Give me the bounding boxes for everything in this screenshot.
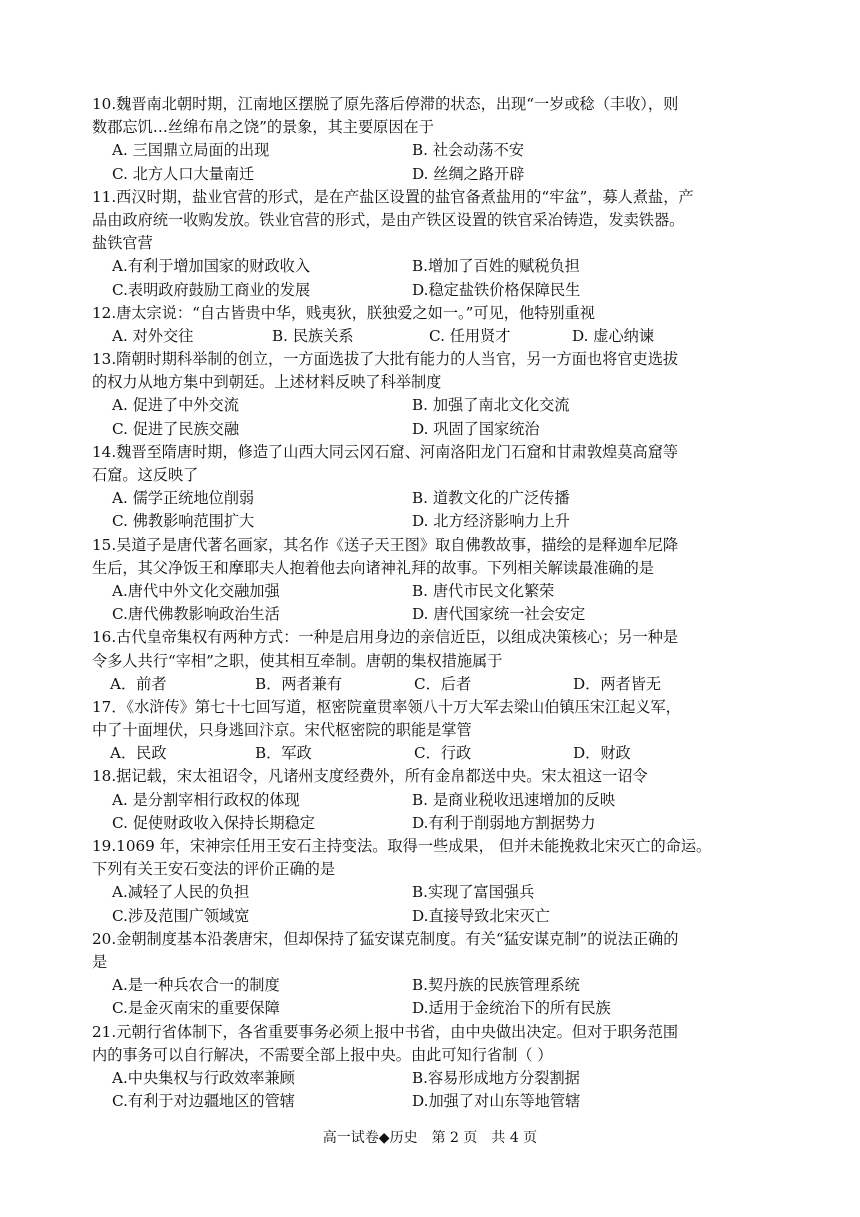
question-stem-line: 中了十面埋伏，只身逃回汴京。宋代枢密院的职能是掌管 bbox=[92, 721, 472, 740]
answer-option[interactable]: B. 道教文化的广泛传播 bbox=[412, 489, 570, 508]
answer-option[interactable]: B. 加强了南北文化交流 bbox=[412, 396, 570, 415]
question-stem-line: 21.元朝行省体制下，各省重要事务必须上报中书省，由中央做出决定。但对于职务范围 bbox=[92, 1022, 679, 1041]
option-row bbox=[92, 742, 772, 765]
question-block bbox=[92, 441, 772, 534]
question-stem-line: 品由政府统一收购发放。铁业官营的形式，是由产铁区设置的铁官采冶铸造，发卖铁器。 bbox=[92, 210, 685, 229]
option-row bbox=[92, 394, 772, 417]
answer-option[interactable]: C. 促进了民族交融 bbox=[112, 419, 240, 438]
option-row bbox=[92, 279, 772, 302]
question-block bbox=[92, 626, 772, 696]
answer-option[interactable]: B. 唐代市民文化繁荣 bbox=[412, 581, 555, 600]
option-row bbox=[92, 487, 772, 510]
answer-option[interactable]: B.实现了富国强兵 bbox=[412, 883, 535, 902]
answer-option[interactable]: C. 促使财政收入保持长期稳定 bbox=[112, 813, 315, 832]
question-stem-line: 下列有关王安石变法的评价正确的是 bbox=[92, 860, 335, 879]
question-stem-line: 16.古代皇帝集权有两种方式：一种是启用身边的亲信近臣，以组成决策核心；另一种是 bbox=[92, 628, 679, 647]
question-block bbox=[92, 835, 772, 928]
exam-page bbox=[92, 93, 772, 1113]
answer-option[interactable]: A．民政 bbox=[110, 744, 167, 763]
option-row bbox=[92, 1067, 772, 1090]
answer-option[interactable]: D.稳定盐铁价格保障民生 bbox=[412, 280, 581, 299]
question-block bbox=[92, 928, 772, 1021]
answer-option[interactable]: A.有利于增加国家的财政收入 bbox=[112, 257, 311, 276]
answer-option[interactable]: B. 社会动荡不安 bbox=[412, 141, 524, 160]
option-row bbox=[92, 580, 772, 603]
answer-option[interactable]: A. 儒学正统地位削弱 bbox=[112, 489, 255, 508]
option-row bbox=[92, 997, 772, 1020]
answer-option[interactable]: B. 民族关系 bbox=[272, 326, 354, 345]
answer-option[interactable]: C.表明政府鼓励工商业的发展 bbox=[112, 280, 311, 299]
option-row bbox=[92, 255, 772, 278]
question-stem-line: 的权力从地方集中到朝廷。上述材料反映了科举制度 bbox=[92, 373, 442, 392]
answer-option[interactable]: B．两者兼有 bbox=[255, 674, 343, 693]
answer-option[interactable]: D. 巩固了国家统治 bbox=[412, 419, 540, 438]
answer-option[interactable]: D. 唐代国家统一社会安定 bbox=[412, 605, 586, 624]
answer-option[interactable]: C.唐代佛教影响政治生活 bbox=[112, 605, 280, 624]
answer-option[interactable]: C. 任用贤才 bbox=[429, 326, 511, 345]
option-row bbox=[92, 812, 772, 835]
answer-option[interactable]: A.唐代中外文化交融加强 bbox=[112, 581, 280, 600]
answer-option[interactable]: B.容易形成地方分裂割据 bbox=[412, 1068, 580, 1087]
question-block bbox=[92, 534, 772, 627]
answer-option[interactable]: A. 对外交往 bbox=[112, 326, 194, 345]
answer-option[interactable]: A.中央集权与行政效率兼顾 bbox=[112, 1068, 295, 1087]
answer-option[interactable]: D. 虚心纳谏 bbox=[572, 326, 655, 345]
option-row bbox=[92, 325, 772, 348]
answer-option[interactable]: B．军政 bbox=[255, 744, 312, 763]
answer-option[interactable]: A.是一种兵农合一的制度 bbox=[112, 976, 280, 995]
answer-option[interactable]: A. 三国鼎立局面的出现 bbox=[112, 141, 270, 160]
question-block bbox=[92, 696, 772, 766]
answer-option[interactable]: D.适用于金统治下的所有民族 bbox=[412, 999, 611, 1018]
option-row bbox=[92, 974, 772, 997]
question-stem-line: 令多人共行“宰相”之职，使其相互牵制。唐朝的集权措施属于 bbox=[92, 651, 503, 670]
question-block bbox=[92, 765, 772, 835]
question-block bbox=[92, 93, 772, 186]
answer-option[interactable]: B. 是商业税收迅速增加的反映 bbox=[412, 790, 616, 809]
question-block bbox=[92, 302, 772, 348]
answer-option[interactable]: B.增加了百姓的赋税负担 bbox=[412, 257, 580, 276]
answer-option[interactable]: C．后者 bbox=[414, 674, 472, 693]
option-row bbox=[92, 905, 772, 928]
answer-option[interactable]: B.契丹族的民族管理系统 bbox=[412, 976, 580, 995]
answer-option[interactable]: D.有利于削弱地方割据势力 bbox=[412, 813, 596, 832]
answer-option[interactable]: C. 佛教影响范围扩大 bbox=[112, 512, 255, 531]
question-block bbox=[92, 186, 772, 302]
page-footer: 高一试卷◆历史 第 2 页 共 4 页 bbox=[322, 1130, 538, 1146]
answer-option[interactable]: C.是金灭南宋的重要保障 bbox=[112, 999, 280, 1018]
question-block bbox=[92, 1021, 772, 1114]
option-row bbox=[92, 881, 772, 904]
option-row bbox=[92, 418, 772, 441]
answer-option[interactable]: D. 北方经济影响力上升 bbox=[412, 512, 570, 531]
option-row bbox=[92, 139, 772, 162]
option-row bbox=[92, 673, 772, 696]
answer-option[interactable]: D．两者皆无 bbox=[573, 674, 662, 693]
question-stem-line: 石窟。这反映了 bbox=[92, 466, 199, 484]
answer-option[interactable]: C. 北方人口大量南迁 bbox=[112, 164, 255, 183]
answer-option[interactable]: C.有利于对边疆地区的管辖 bbox=[112, 1092, 295, 1111]
question-stem-line: 17．《水浒传》第七十七回写道，枢密院童贯率领八十万大军去梁山伯镇压宋江起义军， bbox=[92, 697, 681, 716]
question-stem-line: 15.吴道子是唐代著名画家，其名作《送子天王图》取自佛教故事，描绘的是释迦牟尼降 bbox=[92, 535, 679, 554]
answer-option[interactable]: A. 是分割宰相行政权的体现 bbox=[112, 790, 300, 809]
answer-option[interactable]: A. 促进了中外交流 bbox=[112, 396, 239, 415]
option-row bbox=[92, 603, 772, 626]
question-stem-line: 18.据记载，宋太祖诏令，凡诸州支度经费外，所有金帛都送中央。宋太祖这一诏令 bbox=[92, 767, 648, 786]
option-row bbox=[92, 163, 772, 186]
question-stem-line: 盐铁官营 bbox=[92, 234, 153, 253]
question-stem-line: 19.1069 年，宋神宗任用王安石主持变法。取得一些成果， 但并未能挽救北宋灭亡的命运。 bbox=[92, 837, 712, 855]
option-row bbox=[92, 510, 772, 533]
question-stem-line: 是 bbox=[92, 952, 108, 971]
question-block bbox=[92, 348, 772, 441]
question-stem-line: 12.唐太宗说：“自古皆贵中华，贱夷狄，朕独爱之如一。”可见，他特别重视 bbox=[92, 303, 595, 322]
answer-option[interactable]: C．行政 bbox=[414, 744, 472, 763]
question-stem-line: 20.金朝制度基本沿袭唐宋，但却保持了猛安谋克制度。有关“猛安谋克制”的说法正确的 bbox=[92, 929, 679, 948]
option-row bbox=[92, 1090, 772, 1113]
question-stem-line: 11.西汉时期，盐业官营的形式，是在产盐区设置的盐官备煮盐用的“牢盆”，募人煮盐，产 bbox=[92, 187, 694, 206]
answer-option[interactable]: A.减轻了人民的负担 bbox=[112, 883, 250, 902]
option-row bbox=[92, 789, 772, 812]
question-stem-line: 数郡忘饥…丝绵布帛之饶”的景象，其主要原因在于 bbox=[92, 118, 434, 137]
answer-option[interactable]: D. 丝绸之路开辟 bbox=[412, 164, 525, 183]
answer-option[interactable]: D.直接导致北宋灭亡 bbox=[412, 906, 550, 925]
question-stem-line: 生后，其父净饭王和摩耶夫人抱着他去向诸神礼拜的故事。下列相关解读最准确的是 bbox=[92, 558, 654, 577]
answer-option[interactable]: D.加强了对山东等地管辖 bbox=[412, 1092, 581, 1111]
answer-option[interactable]: D．财政 bbox=[573, 744, 631, 763]
question-stem-line: 14.魏晋至隋唐时期，修造了山西大同云冈石窟、河南洛阳龙门石窟和甘肃敦煌莫高窟等 bbox=[92, 442, 679, 461]
question-stem-line: 10.魏晋南北朝时期，江南地区摆脱了原先落后停滞的状态，出现“一岁或稔（丰收），则 bbox=[92, 95, 679, 113]
answer-option[interactable]: A．前者 bbox=[110, 674, 167, 693]
answer-option[interactable]: C.涉及范围广领域宽 bbox=[112, 906, 250, 925]
question-stem-line: 13.隋朝时期科举制的创立，一方面选拔了大批有能力的人当官，另一方面也将官吏选拔 bbox=[92, 350, 679, 369]
question-stem-line: 内的事务可以自行解决，不需要全部上报中央。由此可知行省制（ ） bbox=[92, 1045, 553, 1064]
